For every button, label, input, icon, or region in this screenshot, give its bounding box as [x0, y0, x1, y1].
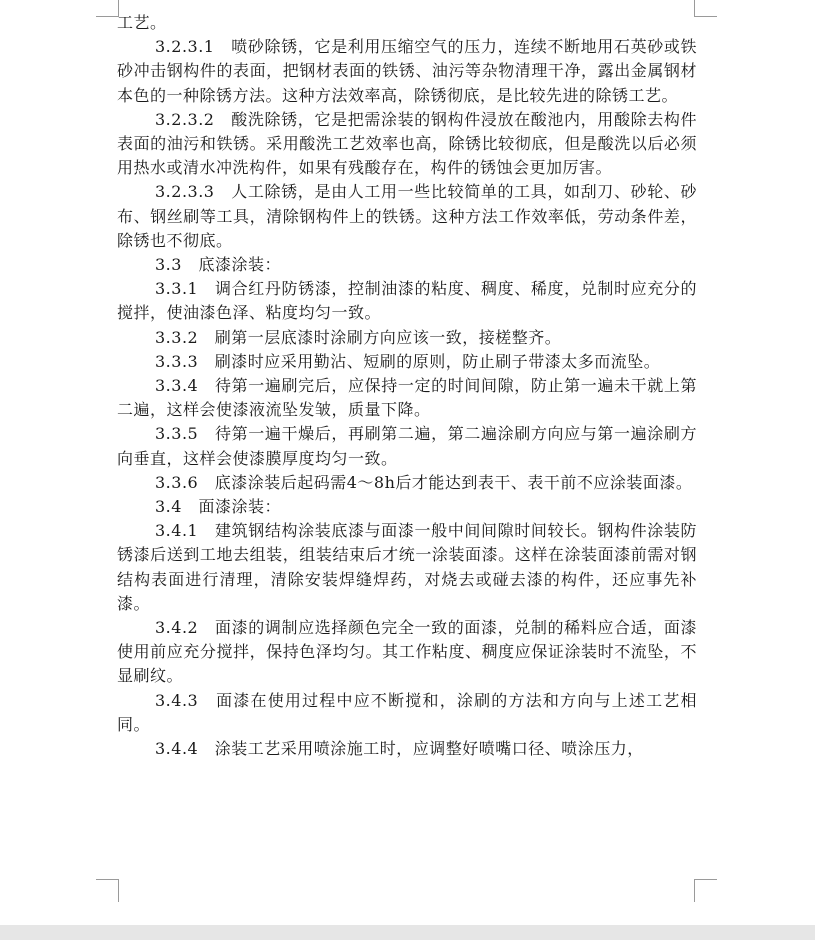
paragraph[interactable]: 3.3.3 刷漆时应采用勤沾、短刷的原则，防止刷子带漆太多而流坠。	[155, 351, 661, 371]
paragraph[interactable]: 3.3.4 待第一遍刷完后，应保持一定的时间间隙，防止第一遍未干就上第二遍，这样会使漆液流坠发皱，质量下降。	[117, 376, 697, 420]
paragraph[interactable]: 3.4.4 涂装工艺采用喷涂施工时，应调整好喷嘴口径、喷涂压力，	[155, 739, 644, 759]
page-corner-mark-top-left	[96, 0, 119, 17]
paragraph[interactable]: 3.3.5 待第一遍干燥后，再刷第二遍，第二遍涂刷方向应与第一遍涂刷方向垂直，这样会使漆膜厚度均匀一致。	[117, 424, 697, 468]
section-heading[interactable]: 3.3 底漆涂装：	[155, 255, 281, 275]
paragraph[interactable]: 3.3.2 刷第一层底漆时涂刷方向应该一致，接槎整齐。	[155, 327, 562, 347]
paragraph[interactable]: 工艺。	[117, 13, 167, 32]
section-heading[interactable]: 3.4 面漆涂装：	[155, 497, 281, 517]
document-body[interactable]	[117, 11, 697, 761]
paragraph[interactable]: 3.3.6 底漆涂装后起码需4～8h后才能达到表干、表干前不应涂装面漆。	[155, 472, 693, 492]
page-corner-mark-top-right	[694, 0, 717, 17]
paragraph[interactable]: 3.2.3.2 酸洗除锈，它是把需涂装的钢构件浸放在酸池内，用酸除去构件表面的油污和铁锈。采用酸洗工艺效率也高，除锈比较彻底，但是酸洗以后必须用热水或清水冲洗构件，如果有残酸存在，构件的锈蚀会更加厉害。	[117, 109, 697, 178]
page-corner-mark-bottom-right	[694, 879, 717, 902]
paragraph[interactable]: 3.4.1 建筑钢结构涂装底漆与面漆一般中间间隙时间较长。钢构件涂装防锈漆后送到工地去组装，组装结束后才统一涂装面漆。这样在涂装面漆前需对钢结构表面进行清理，清除安装焊缝焊药，对烧去或碰去漆的构件，还应事先补漆。	[117, 521, 697, 613]
paragraph[interactable]: 3.4.3 面漆在使用过程中应不断搅和，涂刷的方法和方向与上述工艺相同。	[117, 690, 697, 734]
page-gap	[0, 925, 815, 940]
paragraph[interactable]: 3.2.3.3 人工除锈，是由人工用一些比较简单的工具，如刮刀、砂轮、砂布、钢丝刷等工具，清除钢构件上的铁锈。这种方法工作效率低，劳动条件差，除锈也不彻底。	[117, 182, 697, 250]
paragraph[interactable]: 3.3.1 调合红丹防锈漆，控制油漆的粘度、稠度、稀度，兑制时应充分的搅拌，使油漆色泽、粘度均匀一致。	[117, 279, 697, 323]
paragraph[interactable]: 3.2.3.1 喷砂除锈，它是利用压缩空气的压力，连续不断地用石英砂或铁砂冲击钢构件的表面，把钢材表面的铁锈、油污等杂物清理干净，露出金属钢材本色的一种除锈方法。这种方法效率高，除锈彻底，是比较先进的除锈工艺。	[117, 37, 697, 105]
paragraph[interactable]: 3.4.2 面漆的调制应选择颜色完全一致的面漆，兑制的稀料应合适，面漆使用前应充分搅拌，保持色泽均匀。其工作粘度、稠度应保证涂装时不流坠，不显刷纹。	[117, 618, 697, 686]
page-corner-mark-bottom-left	[96, 879, 119, 902]
